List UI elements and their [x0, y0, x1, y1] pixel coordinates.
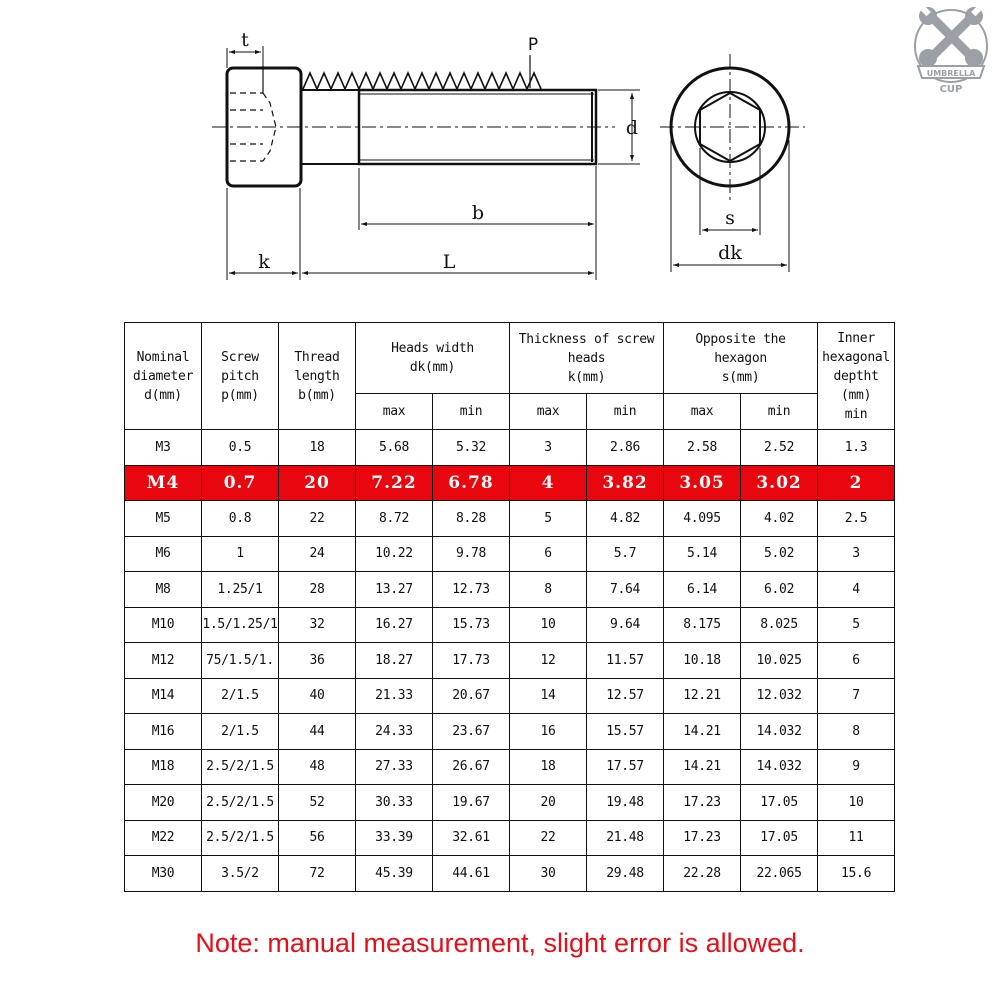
cell-k-max: 5: [510, 501, 587, 537]
cell-s-max: 6.14: [664, 572, 741, 608]
cell-k-max: 30: [510, 856, 587, 892]
cell-t-min: 8: [818, 714, 895, 750]
cell-dk-max: 24.33: [356, 714, 433, 750]
cell-p: 2/1.5: [202, 678, 279, 714]
cell-p: 1.25/1: [202, 572, 279, 608]
cell-b: 56: [279, 820, 356, 856]
cell-s-max: 17.23: [664, 820, 741, 856]
label-d: d: [625, 117, 639, 139]
cell-b: 44: [279, 714, 356, 750]
cell-dk-min: 17.73: [433, 643, 510, 679]
cell-s-min: 2.52: [741, 430, 818, 466]
cell-k-max: 20: [510, 785, 587, 821]
cell-s-min: 6.02: [741, 572, 818, 608]
cell-k-max: 8: [510, 572, 587, 608]
subheader-s-max: max: [664, 394, 741, 430]
cell-s-min: 8.025: [741, 607, 818, 643]
subheader-k-max: max: [510, 394, 587, 430]
cell-k-min: 7.64: [587, 572, 664, 608]
cell-dk-max: 10.22: [356, 536, 433, 572]
label-L: L: [442, 251, 456, 273]
cell-d: M5: [125, 501, 202, 537]
cell-s-min: 4.02: [741, 501, 818, 537]
cell-s-max: 12.21: [664, 678, 741, 714]
screw-spec-table: [124, 322, 895, 892]
cell-dk-min: 8.28: [433, 501, 510, 537]
cell-s-max: 14.21: [664, 714, 741, 750]
cell-d: M4: [125, 465, 202, 501]
cell-p: 2.5/2/1.5: [202, 820, 279, 856]
cell-s-min: 10.025: [741, 643, 818, 679]
label-k: k: [258, 251, 270, 273]
table-row: [125, 465, 895, 501]
cell-dk-min: 23.67: [433, 714, 510, 750]
cell-k-max: 18: [510, 749, 587, 785]
cell-t-min: 9: [818, 749, 895, 785]
subheader-dk-min: min: [433, 394, 510, 430]
cell-dk-max: 45.39: [356, 856, 433, 892]
cell-d: M30: [125, 856, 202, 892]
cell-p: 0.5: [202, 430, 279, 466]
cell-b: 20: [279, 465, 356, 501]
cell-k-max: 4: [510, 465, 587, 501]
cell-k-max: 16: [510, 714, 587, 750]
cell-p: 1: [202, 536, 279, 572]
cell-p: 75/1.5/1.: [202, 643, 279, 679]
cell-d: M16: [125, 714, 202, 750]
cell-d: M8: [125, 572, 202, 608]
cell-b: 40: [279, 678, 356, 714]
cell-d: M18: [125, 749, 202, 785]
cell-d: M6: [125, 536, 202, 572]
cell-k-max: 14: [510, 678, 587, 714]
cell-s-min: 22.065: [741, 856, 818, 892]
header-thread-length: Thread length b(mm): [279, 323, 356, 430]
table-row: [125, 749, 895, 785]
header-heads-width: Heads width dk(mm): [356, 323, 510, 394]
cell-dk-min: 44.61: [433, 856, 510, 892]
table-row: [125, 501, 895, 537]
cell-d: M10: [125, 607, 202, 643]
cell-s-min: 12.032: [741, 678, 818, 714]
cell-p: 2.5/2/1.5: [202, 749, 279, 785]
cell-d: M22: [125, 820, 202, 856]
cell-k-min: 29.48: [587, 856, 664, 892]
label-b: b: [471, 202, 485, 224]
cell-k-min: 21.48: [587, 820, 664, 856]
cell-dk-max: 7.22: [356, 465, 433, 501]
label-dk: dk: [718, 242, 742, 264]
cell-t-min: 10: [818, 785, 895, 821]
table-row: [125, 678, 895, 714]
cell-s-max: 5.14: [664, 536, 741, 572]
cell-t-min: 11: [818, 820, 895, 856]
subheader-s-min: min: [741, 394, 818, 430]
subheader-k-min: min: [587, 394, 664, 430]
cell-b: 28: [279, 572, 356, 608]
cell-t-min: 2.5: [818, 501, 895, 537]
cell-t-min: 4: [818, 572, 895, 608]
cell-dk-max: 33.39: [356, 820, 433, 856]
logo-banner-text: UMBRELLA: [926, 69, 976, 78]
table-row: [125, 643, 895, 679]
cell-dk-min: 32.61: [433, 820, 510, 856]
cell-k-min: 12.57: [587, 678, 664, 714]
cell-k-max: 3: [510, 430, 587, 466]
cell-k-min: 17.57: [587, 749, 664, 785]
cell-dk-max: 5.68: [356, 430, 433, 466]
cell-d: M14: [125, 678, 202, 714]
cell-b: 24: [279, 536, 356, 572]
cell-s-min: 5.02: [741, 536, 818, 572]
cell-t-min: 1.3: [818, 430, 895, 466]
spec-table-body: [125, 430, 895, 892]
cell-dk-min: 12.73: [433, 572, 510, 608]
cell-dk-min: 19.67: [433, 785, 510, 821]
logo-bottom-text: CUP: [939, 84, 963, 95]
table-row: [125, 572, 895, 608]
cell-d: M12: [125, 643, 202, 679]
cell-k-max: 10: [510, 607, 587, 643]
table-row: [125, 856, 895, 892]
cell-b: 32: [279, 607, 356, 643]
cell-dk-max: 8.72: [356, 501, 433, 537]
cell-s-max: 2.58: [664, 430, 741, 466]
measurement-note: Note: manual measurement, slight error is allowed.: [195, 928, 805, 958]
thread-profile: [303, 73, 541, 89]
table-row: [125, 714, 895, 750]
cell-d: M3: [125, 430, 202, 466]
cell-dk-max: 27.33: [356, 749, 433, 785]
label-t: t: [241, 29, 249, 51]
screw-dimension-diagram: [0, 0, 1000, 300]
cell-dk-min: 20.67: [433, 678, 510, 714]
umbrella-cup-logo: [912, 4, 990, 96]
cell-t-min: 7: [818, 678, 895, 714]
label-p: P: [527, 35, 539, 55]
cell-k-max: 12: [510, 643, 587, 679]
header-row: [125, 323, 895, 394]
cell-p: 1.5/1.25/1: [202, 607, 279, 643]
cell-dk-min: 26.67: [433, 749, 510, 785]
cell-p: 0.8: [202, 501, 279, 537]
cell-p: 2.5/2/1.5: [202, 785, 279, 821]
cell-p: 2/1.5: [202, 714, 279, 750]
end-view: [660, 54, 805, 272]
cell-dk-max: 21.33: [356, 678, 433, 714]
header-head-thickness: Thickness of screw heads k(mm): [510, 323, 664, 394]
cell-k-min: 15.57: [587, 714, 664, 750]
cell-k-min: 3.82: [587, 465, 664, 501]
cell-k-min: 11.57: [587, 643, 664, 679]
cell-k-min: 4.82: [587, 501, 664, 537]
cell-t-min: 2: [818, 465, 895, 501]
side-view: [212, 46, 640, 280]
table-row: [125, 785, 895, 821]
cell-b: 36: [279, 643, 356, 679]
cell-p: 3.5/2: [202, 856, 279, 892]
cell-s-max: 4.095: [664, 501, 741, 537]
cell-s-min: 17.05: [741, 785, 818, 821]
table-row: [125, 820, 895, 856]
cell-dk-max: 16.27: [356, 607, 433, 643]
header-nominal-diameter: Nominal diameter d(mm): [125, 323, 202, 430]
cell-k-min: 9.64: [587, 607, 664, 643]
cell-b: 18: [279, 430, 356, 466]
header-hexagon: Opposite the hexagon s(mm): [664, 323, 818, 394]
cell-p: 0.7: [202, 465, 279, 501]
table-row: [125, 536, 895, 572]
cell-b: 72: [279, 856, 356, 892]
header-screw-pitch: Screw pitch p(mm): [202, 323, 279, 430]
table-row: [125, 607, 895, 643]
cell-s-max: 3.05: [664, 465, 741, 501]
cell-s-max: 22.28: [664, 856, 741, 892]
cell-dk-max: 13.27: [356, 572, 433, 608]
cell-b: 52: [279, 785, 356, 821]
cell-dk-max: 18.27: [356, 643, 433, 679]
cell-t-min: 3: [818, 536, 895, 572]
cell-d: M20: [125, 785, 202, 821]
cell-s-max: 8.175: [664, 607, 741, 643]
cell-t-min: 15.6: [818, 856, 895, 892]
cell-k-max: 6: [510, 536, 587, 572]
cell-dk-min: 15.73: [433, 607, 510, 643]
cell-dk-min: 9.78: [433, 536, 510, 572]
crossed-wrenches-icon: [919, 7, 983, 67]
cell-t-min: 6: [818, 643, 895, 679]
cell-s-max: 17.23: [664, 785, 741, 821]
subheader-dk-max: max: [356, 394, 433, 430]
header-hex-depth: Inner hexagonal deptht (mm) min: [818, 323, 895, 430]
cell-k-min: 5.7: [587, 536, 664, 572]
cell-s-min: 14.032: [741, 749, 818, 785]
cell-k-min: 19.48: [587, 785, 664, 821]
cell-t-min: 5: [818, 607, 895, 643]
cell-dk-min: 6.78: [433, 465, 510, 501]
cell-b: 22: [279, 501, 356, 537]
cell-s-max: 10.18: [664, 643, 741, 679]
cell-k-max: 22: [510, 820, 587, 856]
cell-s-min: 3.02: [741, 465, 818, 501]
cell-s-min: 14.032: [741, 714, 818, 750]
cell-s-max: 14.21: [664, 749, 741, 785]
cell-dk-min: 5.32: [433, 430, 510, 466]
cell-s-min: 17.05: [741, 820, 818, 856]
label-s: s: [725, 207, 735, 229]
cell-k-min: 2.86: [587, 430, 664, 466]
cell-dk-max: 30.33: [356, 785, 433, 821]
table-row: [125, 430, 895, 466]
cell-b: 48: [279, 749, 356, 785]
